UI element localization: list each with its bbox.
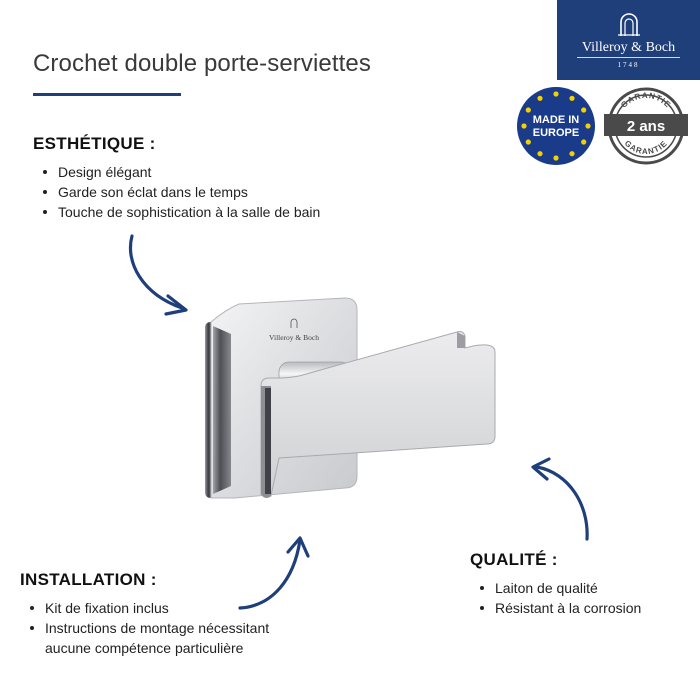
list-item: Kit de fixation inclus [45, 598, 290, 618]
list-item: Instructions de montage nécessitant aucune compétence particulière [45, 618, 290, 658]
section-heading: QUALITÉ : [470, 550, 558, 569]
list-item: Garde son éclat dans le temps [58, 182, 320, 202]
section-qualite [470, 550, 641, 618]
double-hook-illustration [195, 290, 500, 505]
guarantee-badge [604, 86, 688, 166]
feature-list [470, 578, 641, 618]
tap-icon [617, 10, 641, 36]
list-item: Design élégant [58, 162, 320, 182]
eu-badge-line1: MADE IN [532, 114, 580, 126]
section-installation [20, 570, 290, 658]
product-engraving: Villeroy & Boch [269, 333, 319, 342]
title-underline [33, 93, 181, 96]
eu-badge-line2: EUROPE [532, 127, 580, 139]
brand-divider [577, 57, 680, 58]
brand-logo [557, 0, 700, 80]
list-item: Laiton de qualité [495, 578, 641, 598]
guarantee-bottom-label: GARANTIE [622, 138, 670, 157]
feature-list [20, 598, 290, 658]
guarantee-duration: 2 ans [626, 118, 666, 135]
brand-year: 1748 [617, 61, 640, 69]
section-heading: ESTHÉTIQUE : [33, 134, 156, 153]
guarantee-top-label: GARANTIE [619, 90, 673, 110]
list-item: Résistant à la corrosion [495, 600, 642, 616]
arrow-icon [525, 455, 595, 545]
section-heading: INSTALLATION : [20, 570, 157, 589]
brand-name: Villeroy & Boch [581, 40, 676, 55]
arrow-icon [120, 232, 200, 317]
feature-list [33, 162, 320, 222]
made-in-europe-badge [516, 86, 596, 166]
list-item: Touche de sophistication à la salle de bain [58, 204, 321, 220]
section-esthetique [33, 134, 320, 222]
page-title: Crochet double porte-serviettes [33, 50, 371, 77]
